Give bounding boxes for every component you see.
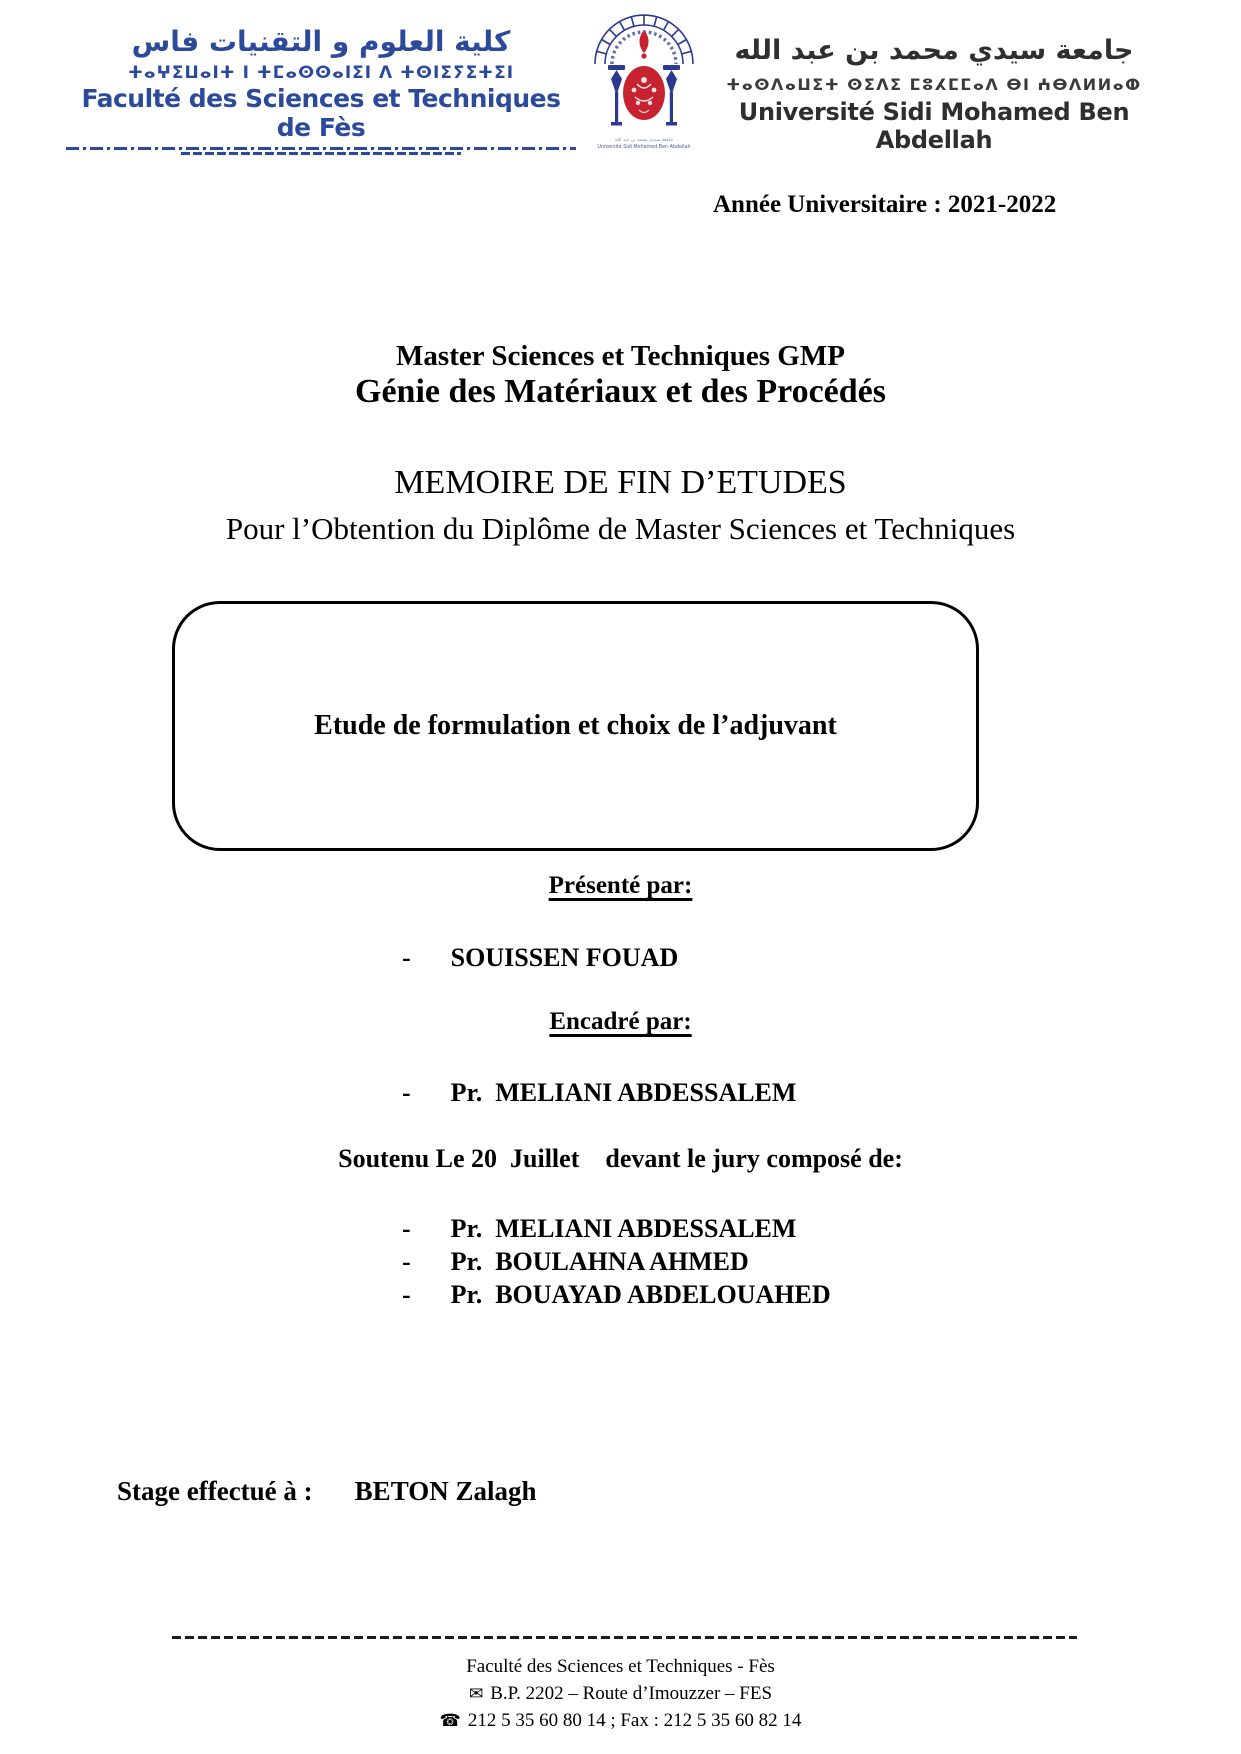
university-logo	[584, 2, 704, 152]
emblem-medallion	[623, 30, 665, 120]
list-dash: -	[402, 1078, 411, 1107]
jury-member-name: Pr. MELIANI ABDESSALEM	[450, 1214, 797, 1243]
university-header-block	[700, 34, 1168, 154]
footer-address-text: B.P. 2202 – Route d’Imouzzer – FES	[490, 1683, 773, 1704]
footer-divider	[172, 1636, 1077, 1639]
faculty-name-tifinagh: ⵜⴰⵖⵉⵡⴰⵏⵜ ⵏ ⵜⵎⴰⵙⵙⴰⵏⵉⵏ ⴷ ⵜⵙⵏⵉⵢⵉⵜⵉⵏ	[127, 63, 515, 83]
faculty-header-block	[66, 24, 576, 155]
jury-member-row	[402, 1278, 831, 1311]
thesis-title: Etude de formulation et choix de l’adjuvant	[314, 710, 837, 741]
list-dash: -	[402, 943, 411, 972]
list-dash: -	[402, 1280, 411, 1309]
defense-line: Soutenu Le 20 Juillet devant le jury composé de:	[338, 1144, 903, 1173]
academic-year: Année Universitaire : 2021-2022	[713, 191, 1057, 218]
faculty-underline	[66, 147, 576, 150]
memoir-title: MEMOIRE DE FIN D’ETUDES	[394, 464, 847, 501]
presented-by-heading: Présenté par:	[548, 872, 693, 899]
faculty-name-french: Faculté des Sciences et Techniques de Fès	[81, 84, 561, 142]
jury-list	[402, 1212, 831, 1311]
memoir-subtitle: Pour l’Obtention du Diplôme de Master Sciences et Techniques	[225, 511, 1016, 546]
emblem-caption-french: Université Sidi Mohamed Ben Abdellah	[597, 145, 691, 150]
thesis-title-box	[172, 601, 979, 851]
jury-member-name: Pr. BOUAYAD ABDELOUAHED	[450, 1280, 831, 1309]
supervisor-name-row	[402, 1078, 796, 1108]
list-dash: -	[402, 1247, 411, 1276]
faculty-name-arabic: كلية العلوم و التقنيات فاس	[131, 25, 511, 58]
internship-line	[117, 1476, 537, 1507]
presented-by-name-row	[402, 943, 678, 973]
phone-icon: ☎	[439, 1711, 461, 1731]
university-name-tifinagh: ⵜⴰⵙⴷⴰⵡⵉⵜ ⵙⵉⴷⵉ ⵎⵓⵃⵎⵎⴰⴷ ⴱⵏ ⵄⴱⴷⵍⵍⴰⵀ	[726, 74, 1142, 94]
footer-phone-line	[0, 1710, 1241, 1732]
internship-company: BETON Zalagh	[354, 1476, 537, 1506]
student-name: SOUISSEN FOUAD	[450, 943, 679, 972]
jury-member-row	[402, 1212, 831, 1245]
mail-icon: ✉	[468, 1684, 484, 1704]
footer-address-line	[0, 1683, 1241, 1705]
university-emblem-icon	[584, 2, 704, 152]
university-name-arabic: جامعة سيدي محمد بن عبد الله	[734, 35, 1134, 66]
emblem-caption-arabic: جامعة سيدي محمد بن عبد الله	[614, 138, 674, 143]
list-dash: -	[402, 1214, 411, 1243]
supervisor-name: Pr. MELIANI ABDESSALEM	[450, 1078, 797, 1107]
internship-label: Stage effectué à :	[117, 1476, 313, 1506]
jury-member-name: Pr. BOULAHNA AHMED	[450, 1247, 749, 1276]
faculty-underline-inner	[181, 152, 462, 155]
jury-member-row	[402, 1245, 831, 1278]
footer-faculty-line: Faculté des Sciences et Techniques - Fès	[466, 1656, 775, 1677]
program-title-line2: Génie des Matériaux et des Procédés	[355, 373, 886, 410]
footer-phone-text: 212 5 35 60 80 14 ; Fax : 212 5 35 60 82 14	[467, 1710, 802, 1731]
program-title-line1: Master Sciences et Techniques GMP	[396, 340, 845, 372]
supervised-by-heading: Encadré par:	[549, 1008, 692, 1035]
university-name-french: Université Sidi Mohamed Ben Abdellah	[738, 97, 1130, 154]
